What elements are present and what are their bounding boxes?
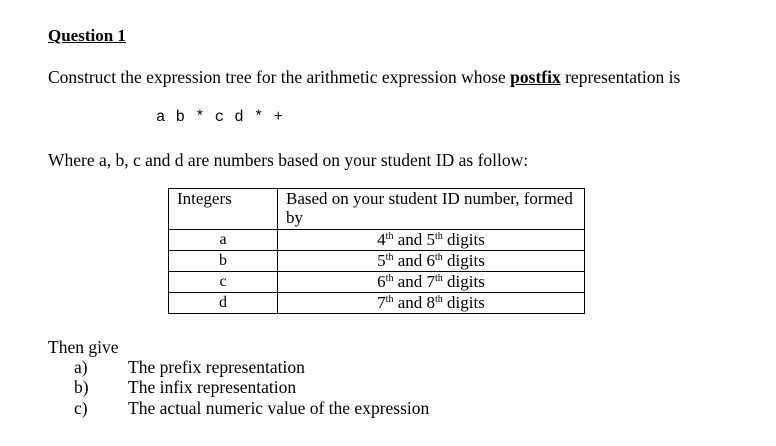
table-cell-digits: 5th and 6th digits xyxy=(278,251,585,272)
task-prefix: The prefix representation xyxy=(128,357,305,377)
intro-keyword-postfix: postfix xyxy=(510,67,561,87)
table-cell-var: b xyxy=(169,251,278,272)
table-cell-var: d xyxy=(169,293,278,314)
table-header-integers: Integers xyxy=(169,189,278,230)
table-row xyxy=(169,272,585,293)
then-give-label: Then give xyxy=(48,337,119,357)
table-row xyxy=(169,293,585,314)
table-row xyxy=(169,251,585,272)
postfix-expression: a b * c d * + xyxy=(156,108,284,126)
table-header-based-on: Based on your student ID number, formed by xyxy=(278,189,585,230)
intro-text-after: representation is xyxy=(560,67,681,87)
table-header-row xyxy=(169,189,585,230)
table-cell-digits: 6th and 7th digits xyxy=(278,272,585,293)
intro-text-before: Construct the expression tree for the arithmetic expression whose xyxy=(48,67,511,87)
student-id-table xyxy=(168,188,585,314)
task-marker-b: b) xyxy=(74,377,89,397)
table-cell-digits: 7th and 8th digits xyxy=(278,293,585,314)
table-cell-var: c xyxy=(169,272,278,293)
question-title: Question 1 xyxy=(48,26,126,45)
table-cell-var: a xyxy=(169,230,278,251)
task-numeric-value: The actual numeric value of the expression xyxy=(128,398,430,418)
task-marker-a: a) xyxy=(74,357,88,377)
table-row xyxy=(169,230,585,251)
task-infix: The infix representation xyxy=(128,377,297,397)
question-intro xyxy=(48,67,680,88)
task-marker-c: c) xyxy=(74,398,88,418)
table-cell-digits: 4th and 5th digits xyxy=(278,230,585,251)
where-text: Where a, b, c and d are numbers based on your student ID as follow: xyxy=(48,150,529,170)
